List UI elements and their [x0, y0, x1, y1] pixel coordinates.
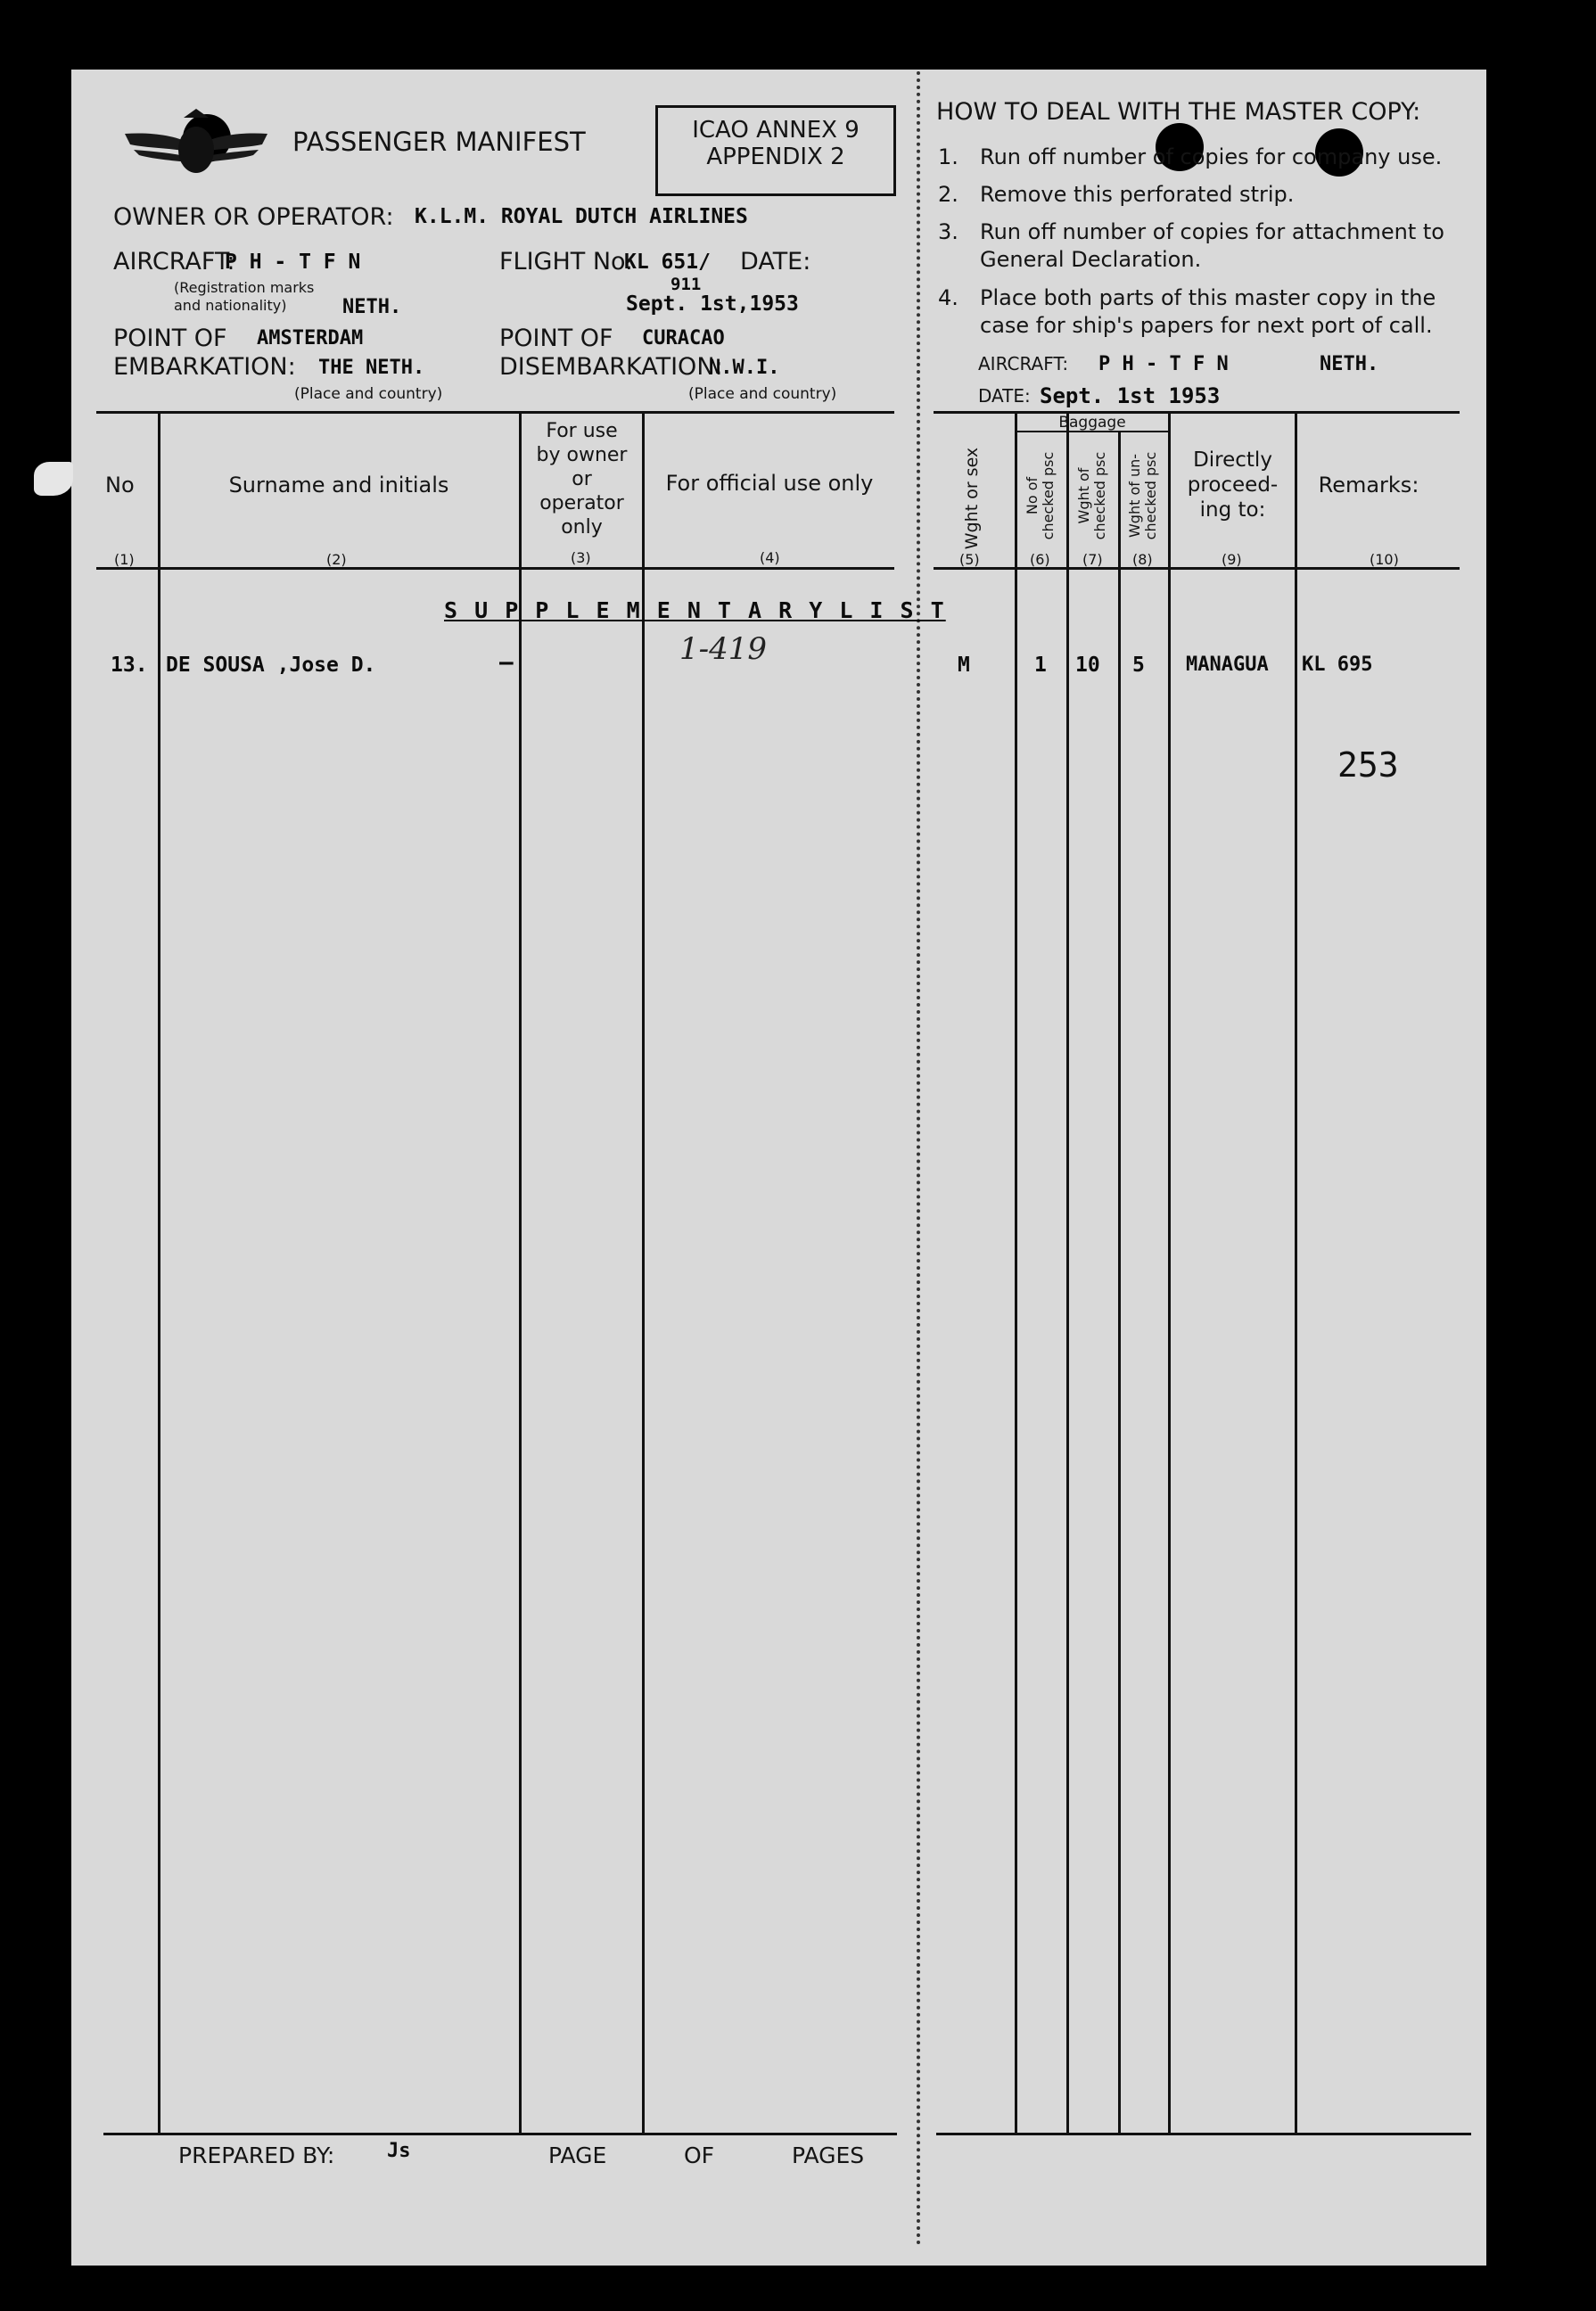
right-aircraft-label: AIRCRAFT:	[978, 353, 1069, 374]
table-header-rule	[96, 567, 894, 570]
instruction-text: Run off number of copies for attachment to	[980, 219, 1444, 244]
col-number: (5)	[959, 551, 980, 568]
table-top-rule	[96, 411, 894, 414]
col-header-directly	[1171, 448, 1295, 522]
instruction-number: 2.	[938, 182, 958, 207]
date-value: Sept. 1st,1953	[626, 292, 799, 316]
instruction-text: Remove this perforated strip.	[980, 182, 1295, 207]
col-divider	[1066, 413, 1069, 2134]
instruction-number: 3.	[938, 219, 958, 244]
col-header-line: checked psc	[1142, 451, 1159, 540]
prepared-by-value: Js	[387, 2140, 411, 2162]
col-number: (2)	[326, 551, 347, 568]
of-label: OF	[684, 2142, 715, 2168]
col-divider	[1015, 413, 1017, 2134]
col-header-owner-use-line: For use	[546, 420, 618, 442]
col-header-line: checked psc	[1091, 451, 1108, 540]
col-header-surname: Surname and initials	[228, 473, 449, 498]
passenger-name: DE SOUSA ,Jose D.	[166, 654, 376, 677]
col-header-wght-checked	[1076, 443, 1108, 548]
col-divider	[1295, 413, 1297, 2134]
instruction-number: 4.	[938, 285, 958, 310]
right-aircraft-value: P H - T F N	[1098, 353, 1229, 375]
col-number: (10)	[1370, 551, 1399, 568]
col-divider	[1118, 432, 1121, 2134]
col-header-no-checked	[1024, 443, 1057, 548]
disembark-label-1: POINT OF	[499, 325, 613, 352]
instruction-text-cont: General Declaration.	[980, 247, 1202, 272]
col-header-owner-use-line: by owner	[536, 444, 628, 466]
instructions-title: HOW TO DEAL WITH THE MASTER COPY:	[936, 98, 1421, 126]
baggage-count: 1	[1034, 654, 1047, 677]
date-label: DATE:	[740, 248, 811, 276]
embark-label-1: POINT OF	[113, 325, 227, 352]
col-header-weight-sex: Wght or sex	[962, 447, 982, 550]
instruction-text: Place both parts of this master copy in the	[980, 285, 1436, 310]
col-number: (3)	[571, 549, 591, 566]
col-header-owner-use-line: operator	[539, 492, 624, 514]
pages-label: PAGES	[792, 2142, 865, 2168]
nationality-value: NETH.	[342, 296, 402, 318]
table-bottom-rule	[103, 2133, 897, 2135]
col-header-line: Wght of un-	[1126, 453, 1143, 539]
col-header-owner-use	[522, 419, 642, 539]
place-country-note: (Place and country)	[688, 385, 837, 403]
col-divider	[642, 413, 645, 2134]
col-header-owner-use-line: only	[561, 516, 603, 539]
col-divider	[1168, 413, 1171, 2134]
col-divider	[158, 413, 160, 2134]
official-number: 1-419	[679, 631, 768, 667]
embark-value: AMSTERDAM	[257, 327, 364, 350]
owner-use-mark: —	[499, 649, 514, 676]
row-number: 13.	[111, 654, 148, 677]
place-country-note: (Place and country)	[294, 385, 443, 403]
col-header-no: No	[105, 473, 135, 498]
aircraft-value: P H - T F N	[225, 251, 361, 274]
flight-label: FLIGHT No.	[499, 248, 633, 276]
supplementary-list-heading: S U P P L E M E N T A R Y L I S T	[444, 597, 946, 623]
col-number: (9)	[1222, 551, 1242, 568]
instruction-text-cont: case for ship's papers for next port of call.	[980, 313, 1433, 338]
col-header-line: Directly	[1193, 448, 1272, 472]
right-aircraft-nat: NETH.	[1320, 353, 1379, 375]
col-number: (4)	[760, 549, 780, 566]
perforation-line	[917, 71, 920, 2247]
col-header-line: ing to:	[1199, 498, 1266, 522]
col-number: (1)	[114, 551, 135, 568]
baggage-unchecked-weight: 5	[1132, 654, 1145, 677]
page-title: PASSENGER MANIFEST	[292, 127, 586, 157]
col-header-official: For official use only	[665, 471, 874, 496]
icao-appendix: APPENDIX 2	[706, 144, 845, 170]
remarks-value: KL 695	[1302, 654, 1373, 676]
baggage-checked-weight: 10	[1075, 654, 1100, 677]
passenger-sex: M	[958, 654, 970, 677]
col-header-baggage: Baggage	[1058, 414, 1126, 432]
page-label: PAGE	[548, 2142, 607, 2168]
aircraft-label: AIRCRAFT:	[113, 248, 235, 276]
col-number: (7)	[1082, 551, 1103, 568]
torn-edge	[34, 462, 73, 496]
col-number: (6)	[1030, 551, 1050, 568]
col-number: (8)	[1132, 551, 1153, 568]
col-header-owner-use-line: or	[572, 468, 592, 490]
right-date-label: DATE:	[978, 385, 1031, 407]
owner-label: OWNER OR OPERATOR:	[113, 203, 394, 231]
stamp-number: 253	[1337, 745, 1399, 785]
prepared-by-label: PREPARED BY:	[178, 2142, 335, 2168]
instruction-text: Run off number of copies for company use.	[980, 144, 1443, 169]
col-header-wght-unchecked	[1127, 443, 1159, 548]
right-date-value: Sept. 1st 1953	[1040, 383, 1221, 408]
destination: MANAGUA	[1186, 654, 1269, 676]
registration-note: (Registration marks	[174, 279, 315, 296]
nationality-note: and nationality)	[174, 297, 287, 314]
col-header-line: No of	[1024, 476, 1041, 515]
flight-value-alt: 911	[670, 275, 702, 294]
table-top-rule	[934, 411, 1460, 414]
icao-box	[655, 105, 896, 196]
col-header-line: checked psc	[1040, 451, 1057, 540]
table-bottom-rule	[936, 2133, 1471, 2135]
disembark-label-2: DISEMBARKATION:	[499, 353, 723, 381]
owner-value: K.L.M. ROYAL DUTCH AIRLINES	[415, 205, 748, 228]
col-header-remarks: Remarks:	[1318, 473, 1419, 498]
flight-value: KL 651/	[624, 251, 711, 274]
col-header-line: Wght of	[1075, 467, 1092, 524]
disembark-country: N.W.I.	[709, 357, 780, 379]
instruction-number: 1.	[938, 144, 958, 169]
klm-logo	[125, 109, 267, 185]
icao-annex: ICAO ANNEX 9	[692, 117, 860, 144]
col-divider	[519, 413, 522, 2134]
embark-country: THE NETH.	[318, 357, 425, 379]
embark-label-2: EMBARKATION:	[113, 353, 296, 381]
col-header-line: proceed-	[1187, 473, 1279, 497]
disembark-value: CURACAO	[642, 327, 725, 350]
